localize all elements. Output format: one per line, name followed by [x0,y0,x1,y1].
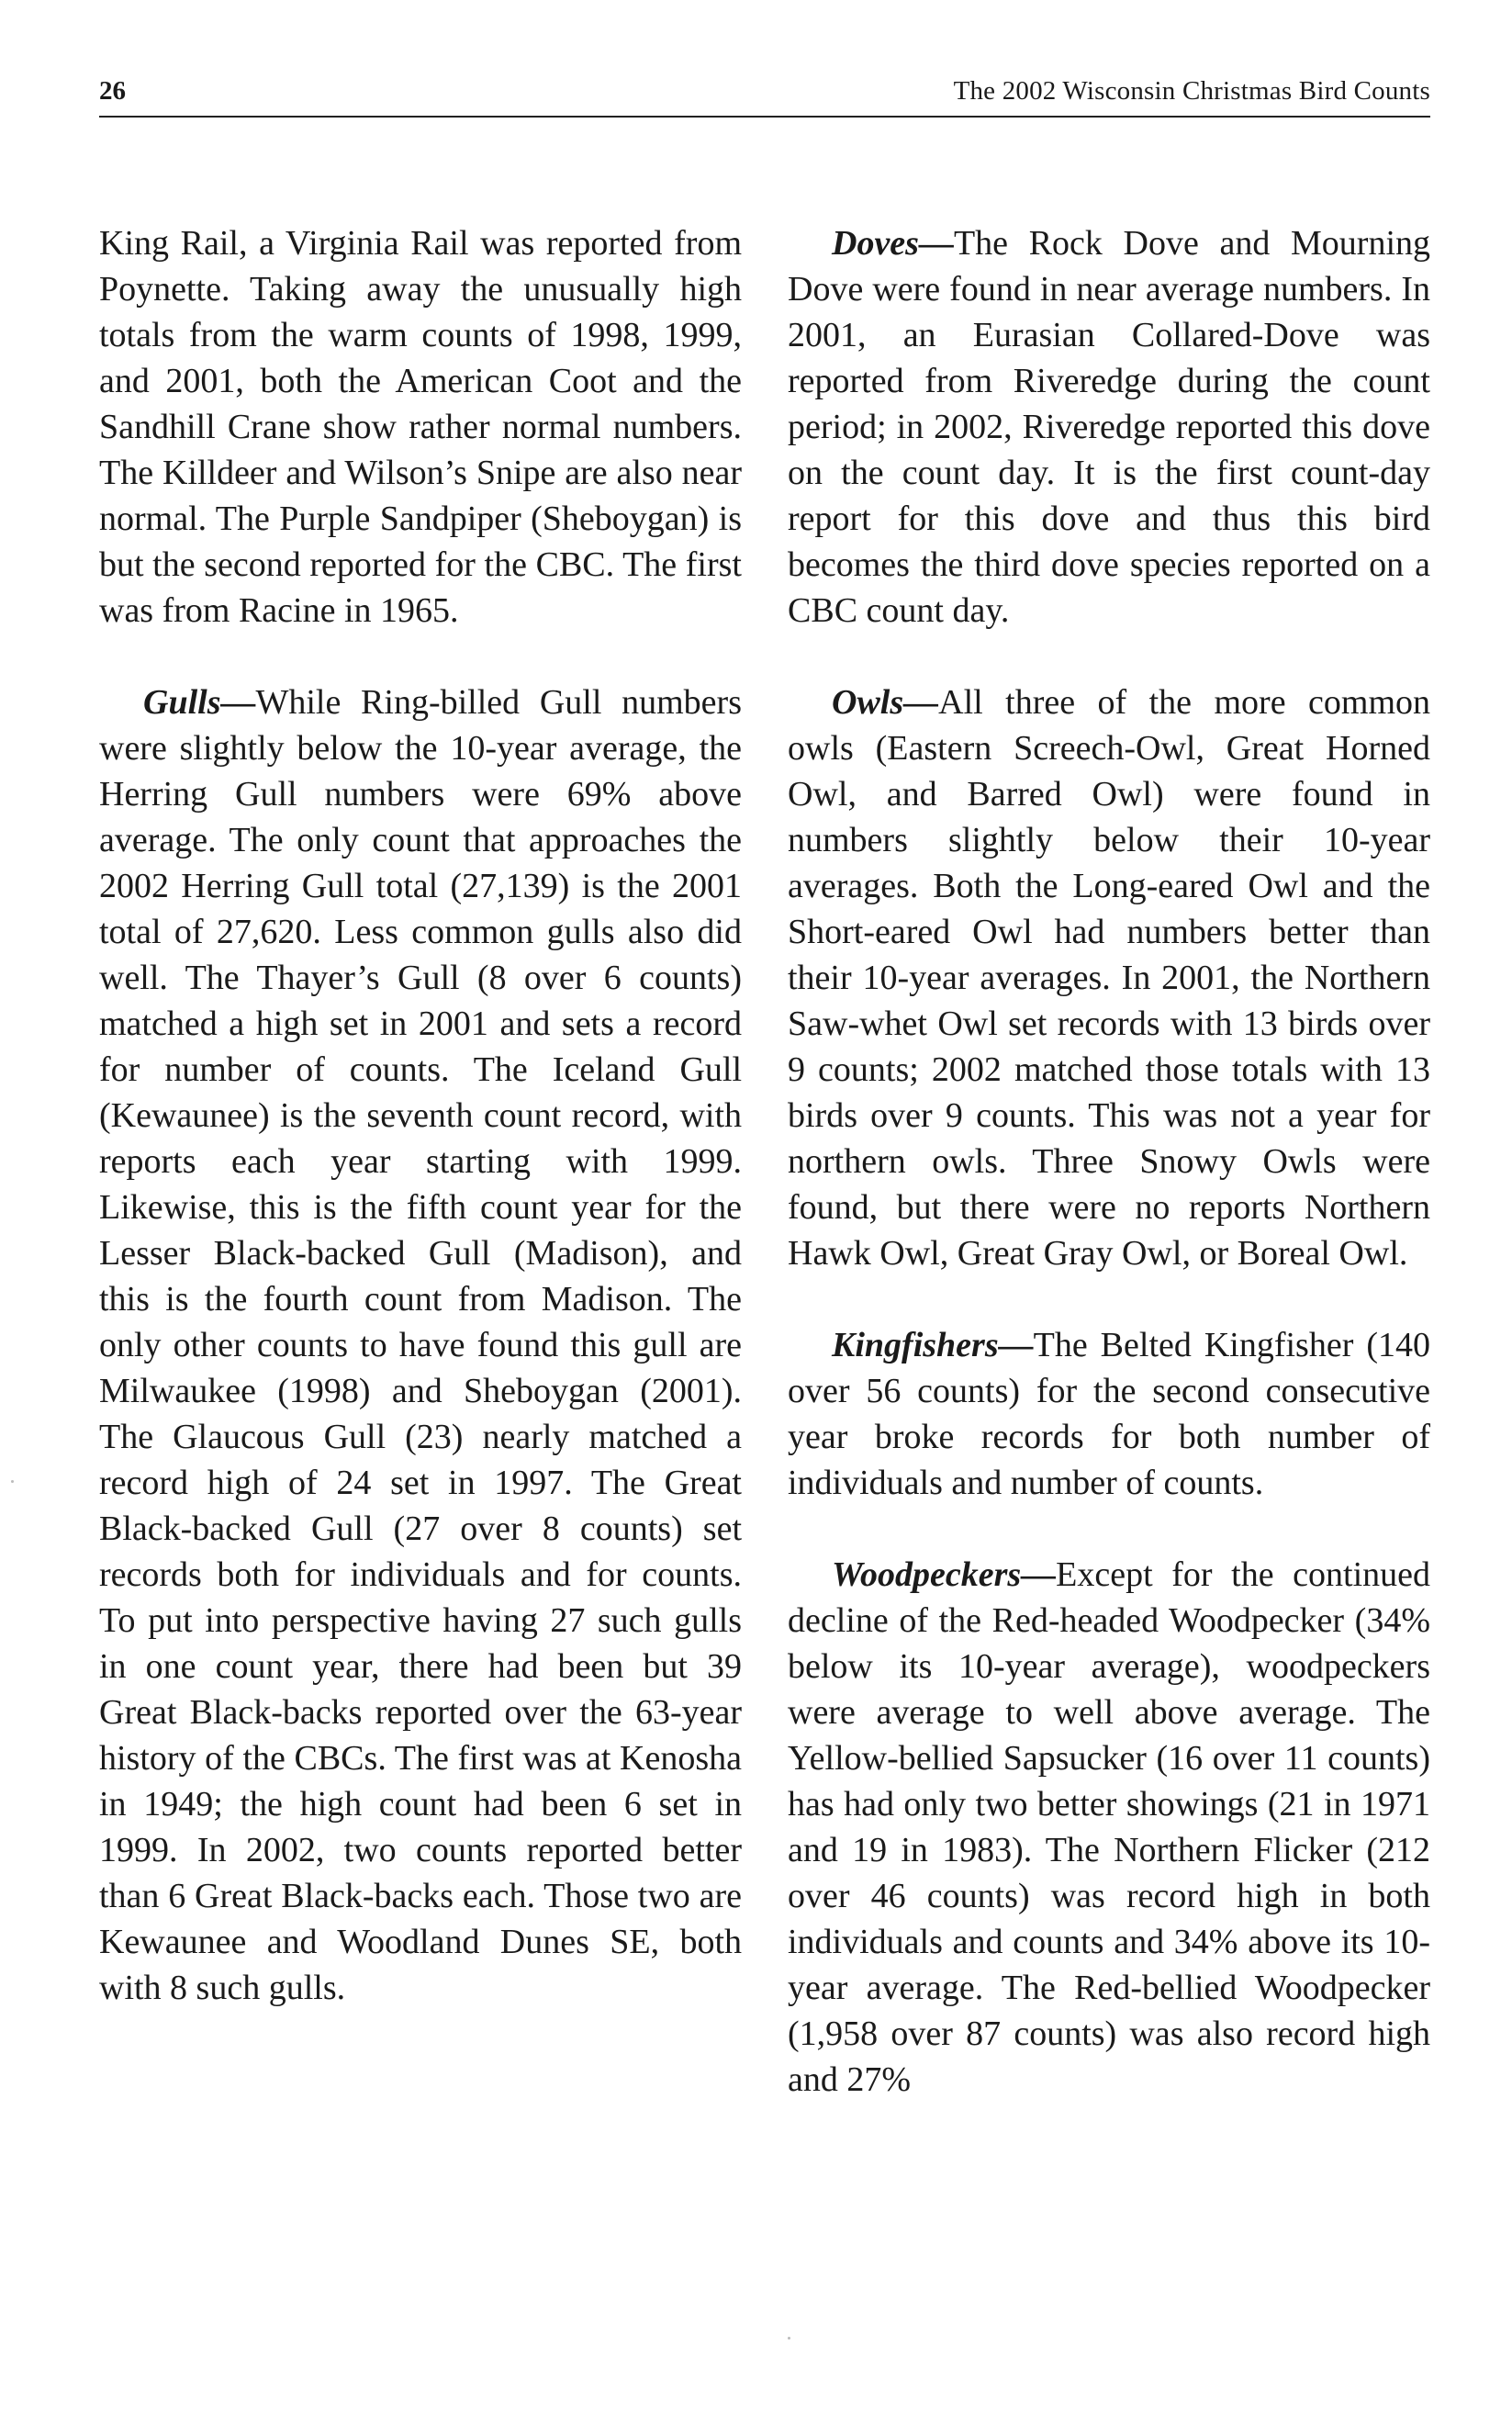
paragraph-text: King Rail, a Virginia Rail was reported from Poynette. Taking away the unusually high totals from the warm counts of 1998, 1999, and 2001, both the American Coot and the Sandhill Crane show rather normal numbers. The Killdeer and Wilson’s Snipe are also near normal. The Purple Sandpiper (Sheboygan) is but the second reported for the CBC. The first was from Racine in 1965. [99,224,742,630]
paragraph-text: While Ring-billed Gull numbers were slightly below the 10-year average, the Herring Gull numbers were 69% above average. The only count that approaches the 2002 Herring Gull total (27,139) is the 2001 total of 27,620. Less common gulls also did well. The Thayer’s Gull (8 over 6 counts) matched a high set in 2001 and sets a record for number of counts. The Iceland Gull (Kewaunee) is the seventh count record, with reports each year starting with 1999. Likewise, this is the fifth count year for the Lesser Black-backed Gull (Madison), and this is the fourth count from Madison. The only other counts to have found this gull are Milwaukee (1998) and Sheboygan (2001). The Glaucous Gull (23) nearly matched a record high of 24 set in 1997. The Great Black-backed Gull (27 over 8 counts) set records both for individuals and for counts. To put into perspective having 27 such gulls in one count year, there had been but 39 Great Black-backs reported over the 63-year history of the CBCs. The first was at Kenosha in 1949; the high count had been 6 set in 1999. In 2002, two counts reported better than 6 Great Black-backs each. Those two are Kewaunee and Woodland Dunes SE, both with 8 such gulls. [99,683,742,2007]
paragraph-text: The Belted Kingfisher (140 over 56 counts) for the second consecutive year broke records for both number of individuals and number of counts. [788,1326,1430,1502]
left-column [99,220,742,2057]
section-heading-kingfishers: Kingfishers— [832,1326,1034,1364]
running-title: The 2002 Wisconsin Christmas Bird Counts [953,76,1430,106]
paragraph-woodpeckers [788,1552,1430,2103]
section-heading-owls: Owls— [832,683,939,722]
scan-speck [11,1480,14,1483]
section-heading-doves: Doves— [832,224,954,263]
paragraph-text: All three of the more common owls (Eastern Screech-Owl, Great Horned Owl, and Barred Owl) were found in numbers slightly below their 10-year averages. Both the Long-eared Owl and the Short-eared Owl had numbers better than their 10-year averages. In 2001, the Northern Saw-whet Owl set records with 13 birds over 9 counts; 2002 matched those totals with 13 birds over 9 counts. This was not a year for northern owls. Three Snowy Owls were found, but there were no reports Northern Hawk Owl, Great Gray Owl, or Boreal Owl. [788,683,1430,1273]
page-number: 26 [99,76,126,106]
section-heading-woodpeckers: Woodpeckers— [832,1555,1057,1594]
paragraph-gulls [99,679,742,2011]
section-heading-gulls: Gulls— [143,683,256,722]
page-header [99,73,1430,118]
right-column [788,220,1430,2149]
paragraph-kingfishers [788,1322,1430,1506]
paragraph-rails-cranes [99,220,742,634]
scan-speck [788,2337,790,2340]
paragraph-doves [788,220,1430,634]
paragraph-text: Except for the continued decline of the Red-headed Woodpecker (34% below its 10-year average), woodpeckers were average to well above average. The Yellow-bellied Sapsucker (16 over 11 counts) has had only two better showings (21 in 1971 and 19 in 1983). The Northern Flicker (212 over 46 counts) was record high in both individuals and counts and 34% above its 10-year average. The Red-bellied Woodpecker (1,958 over 87 counts) was also record high and 27% [788,1555,1430,2099]
paragraph-owls [788,679,1430,1276]
paragraph-text: The Rock Dove and Mourning Dove were found in near average numbers. In 2001, an Eurasian Collared-Dove was reported from Riveredge during the count period; in 2002, Riveredge reported this dove on the count day. It is the first count-day report for this dove and thus this bird becomes the third dove species reported on a CBC count day. [788,224,1430,630]
